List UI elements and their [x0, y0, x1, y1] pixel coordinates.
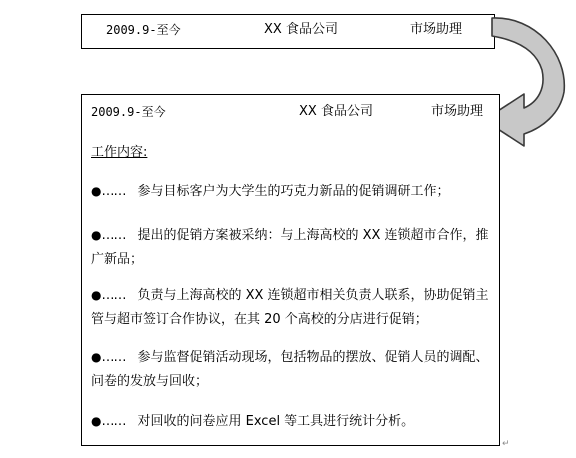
bullet-dots: ……: [101, 350, 126, 365]
bullet-icon: ●: [91, 350, 102, 364]
list-item-text: 参与监督促销活动现场，包括物品的摆放、促销人员的调配、问卷的发放与回收；: [91, 350, 489, 389]
bullet-icon: ●: [91, 414, 102, 428]
bullet-icon: ●: [91, 288, 102, 302]
list-item-text: 参与目标客户为大学生的巧克力新品的促销调研工作；: [137, 184, 450, 199]
main-entry-position: 市场助理: [431, 104, 484, 119]
top-entry-box: [81, 14, 495, 49]
list-item-text: 负责与上海高校的 XX 连锁超市相关负责人联系，协助促销主管与超市签订合作协议，在其 20 个高校的分店进行促销；: [91, 288, 489, 327]
list-item-text: 提出的促销方案被采纳：与上海高校的 XX 连锁超市合作，推广新品；: [91, 228, 489, 267]
main-entry-box: [81, 94, 500, 446]
bullet-dots: ……: [101, 184, 126, 199]
bullet-icon: ●: [91, 228, 102, 242]
bullet-icon: ●: [91, 184, 102, 198]
list-item-text: 对回收的问卷应用 Excel 等工具进行统计分析。: [137, 414, 415, 429]
list-item: [91, 409, 493, 434]
bullet-dots: ……: [101, 414, 126, 429]
main-entry-company: XX 食品公司: [299, 104, 373, 119]
top-entry-position: 市场助理: [410, 22, 463, 37]
top-entry-company: XX 食品公司: [264, 22, 338, 37]
list-item: [91, 223, 493, 272]
bullet-dots: ……: [101, 288, 126, 303]
list-item: [91, 345, 493, 394]
paragraph-mark-icon: ↵: [502, 439, 510, 449]
list-item: [91, 179, 493, 204]
top-entry-date: 2009.9-至今: [106, 23, 181, 37]
list-item: [91, 283, 493, 332]
work-content-heading: 工作内容:: [91, 145, 148, 160]
main-entry-date: 2009.9-至今: [91, 105, 166, 119]
bullet-dots: ……: [101, 228, 126, 243]
